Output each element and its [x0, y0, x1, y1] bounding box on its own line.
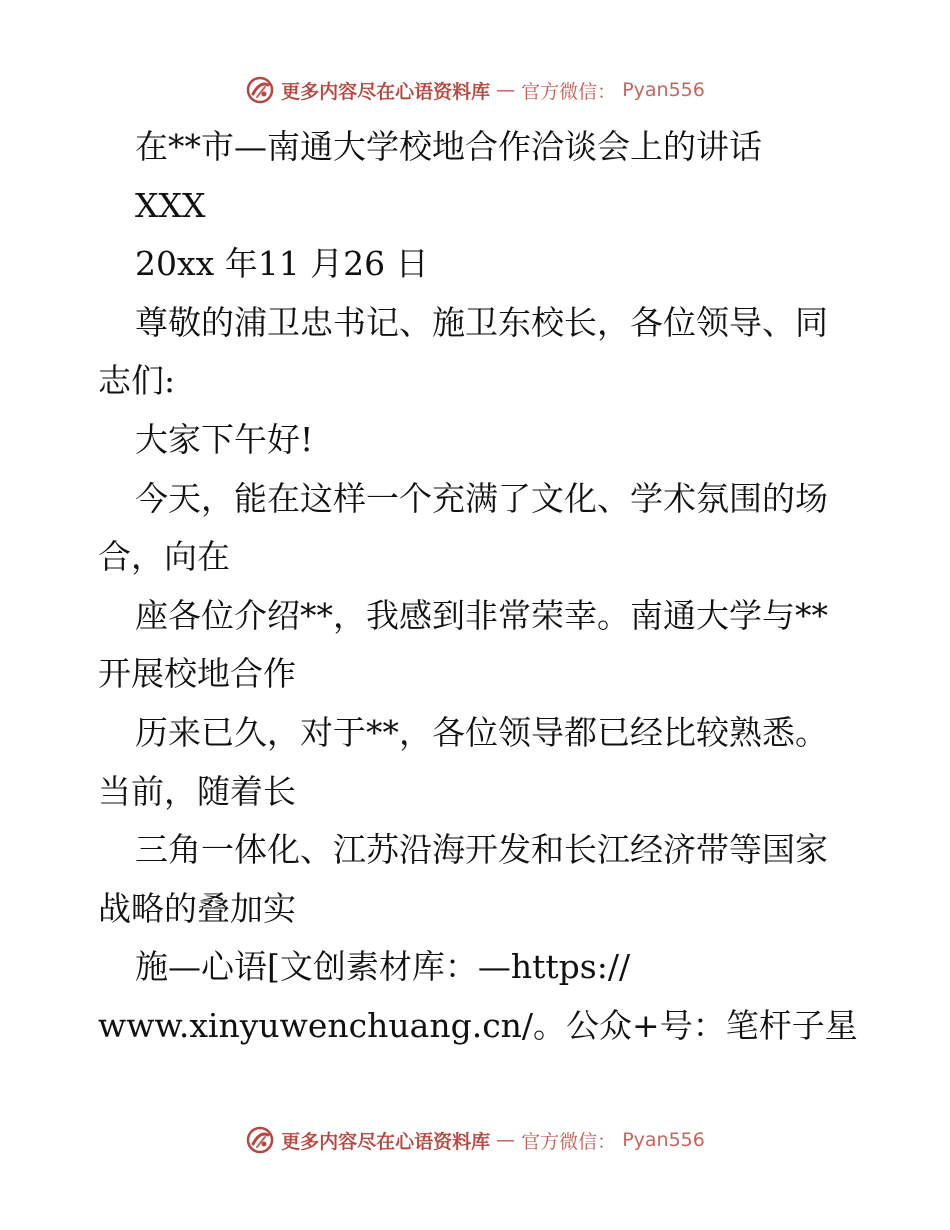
text-line: 合，向在: [98, 537, 230, 577]
text-line: 三角一体化、江苏沿海开发和长江经济带等国家: [135, 830, 828, 870]
banner-wechat-id: Pyan556: [622, 1129, 705, 1151]
xinyu-logo-icon: [245, 1125, 275, 1155]
text-line: www.xinyuwenchuang.cn/。公众+号：笔杆子星: [98, 1005, 858, 1045]
document-title: 在**市—南通大学校地合作洽谈会上的讲话: [135, 127, 762, 166]
text-line: 今天，能在这样一个充满了文化、学术氛围的场: [135, 478, 828, 518]
banner-separator: —: [496, 1129, 516, 1151]
text-line: 当前，随着长: [98, 771, 296, 811]
header-banner: [0, 70, 950, 110]
banner-wechat-id: Pyan556: [622, 79, 705, 101]
xinyu-logo-icon: [245, 75, 275, 105]
text-line: 历来已久，对于**，各位领导都已经比较熟悉。: [135, 712, 828, 752]
text-line: 施—心语[文创素材库：—https://: [135, 947, 631, 987]
footer-banner: [0, 1120, 950, 1160]
text-line: 座各位介绍**，我感到非常荣幸。南通大学与**: [135, 595, 828, 635]
banner-wechat-label: 官方微信：: [521, 1130, 617, 1153]
banner-slogan: 更多内容尽在心语资料库: [281, 1130, 491, 1153]
text-line: 尊敬的浦卫忠书记、施卫东校长，各位领导、同: [135, 302, 828, 342]
text-line: 开展校地合作: [98, 654, 296, 694]
text-line: 大家下午好!: [135, 419, 314, 459]
text-line: 志们:: [98, 361, 176, 401]
banner-content: [245, 75, 705, 105]
document-author: XXX: [135, 185, 206, 225]
text-line: 战略的叠加实: [98, 888, 296, 928]
banner-slogan: 更多内容尽在心语资料库: [281, 80, 491, 103]
document-date: 20xx 年11 月26 日: [135, 244, 429, 284]
banner-content: [245, 1125, 705, 1155]
banner-separator: —: [496, 79, 516, 101]
banner-wechat-label: 官方微信：: [521, 80, 617, 103]
document-body: [98, 118, 858, 1056]
